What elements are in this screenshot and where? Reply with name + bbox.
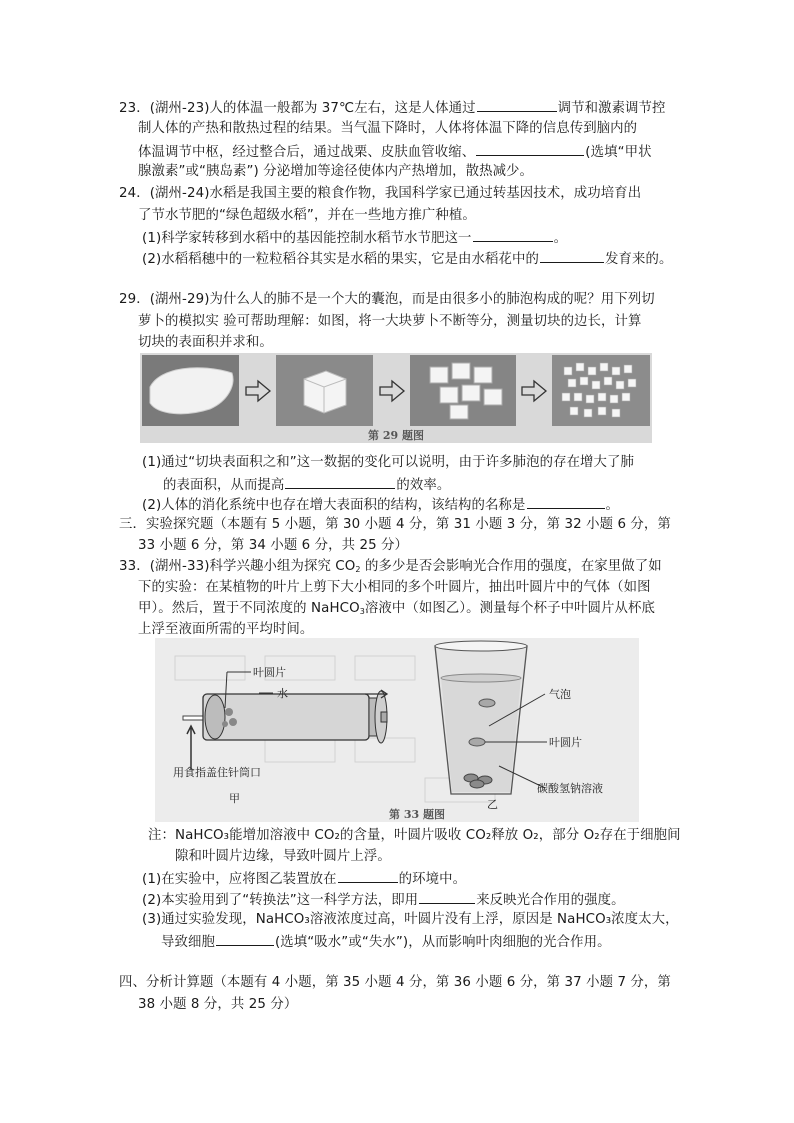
radish-cube (304, 371, 346, 413)
section-4-heading-line-2: 38 小题 8 分，共 25 分） (138, 997, 298, 1012)
q23-line-1: 23．(湖州-23)人的体温一般都为 37℃左右，这是人体通过 调节和激素调节控 (119, 97, 666, 119)
label-jia: 甲 (229, 792, 240, 805)
answer-blank[interactable] (527, 494, 605, 509)
q24-line-2: 了节水节肥的“绿色超级水稻”，并在一些地方推广种植。 (138, 208, 476, 223)
label-leaf-disc-2: 叶圆片 (549, 736, 582, 749)
q24-line-1: 24．(湖州-24)水稻是我国主要的粮食作物，我国科学家已通过转基因技术，成功培育出 (119, 186, 642, 201)
q29-sub1-line-2: 的表面积，从而提高 的效率。 (163, 474, 450, 496)
section-4-heading-line-1: 四、分析计算题（本题有 4 小题，第 35 小题 4 分，第 36 小题 6 分，第 37 小题 7 分，第 (119, 975, 671, 990)
q29-sub1-line-1: (1)通过“切块表面积之和”这一数据的变化可以说明，由于许多肺泡的存在增大了肺 (142, 455, 635, 470)
floating-leaf-disc (479, 699, 495, 707)
q33-sub2-line: (2)本实验用到了“转换法”这一科学方法，即用 来反映光合作用的强度。 (142, 889, 625, 911)
q33-line-3: 甲）。然后，置于不同浓度的 NaHCO$_3$溶液中（如图乙）。测量每个杯子中叶圆片从杯底 (138, 601, 656, 616)
q24-line-4: (2)水稻稻穗中的一粒粒稻谷其实是水稻的果实，它是由水稻花中的 发育来的。 (142, 248, 672, 270)
figure-29 (140, 353, 652, 443)
label-leaf-disc: 叶圆片 (253, 666, 286, 679)
q29-sub2-line: (2)人体的消化系统中也存在增大表面积的结构，该结构的名称是 。 (142, 494, 619, 516)
answer-blank[interactable] (476, 141, 584, 156)
figure-29-caption: 第 29 题图 (368, 429, 424, 442)
label-water: 水 (277, 687, 288, 700)
q29-line-2: 萝卜的模拟实 验可帮助理解：如图，将一大块萝卜不断等分，测量切块的边长，计算 (138, 314, 642, 329)
answer-blank[interactable] (540, 248, 604, 263)
q23-line-4: 腺激素”或“胰岛素”) 分泌增加等途径使体内产热增加，散热减少。 (138, 164, 534, 179)
section-3-heading-line-1: 三．实验探究题（本题有 5 小题，第 30 小题 4 分，第 31 小题 3 分，第 32 小题 6 分，第 (119, 517, 671, 532)
q33-line-4: 上浮至液面所需的平均时间。 (138, 622, 314, 637)
leaf-disc (225, 708, 233, 716)
answer-blank[interactable] (285, 474, 395, 489)
leaf-disc (222, 721, 228, 727)
label-bubble: 气泡 (549, 688, 571, 701)
q23-line-3: 体温调节中枢，经过整合后，通过战栗、皮肤血管收缩、 (选填“甲状 (138, 141, 652, 163)
answer-blank[interactable] (419, 889, 475, 904)
q24-line-3: (1)科学家转移到水稻中的基因能控制水稻节水节肥这一 。 (142, 227, 567, 249)
q33-sub1-line: (1)在实验中，应将图乙装置放在 的环境中。 (142, 868, 466, 890)
q33-sub3-line-2: 导致细胞 (选填“吸水”或“失水”)，从而影响叶肉细胞的光合作用。 (161, 931, 611, 953)
q33-note-line-1: 注：NaHCO₃能增加溶液中 CO₂的含量，叶圆片吸收 CO₂释放 O₂，部分 O₂存在于细胞间 (148, 828, 681, 843)
rising-leaf-disc (469, 738, 485, 746)
beaker (435, 641, 527, 794)
answer-blank[interactable] (216, 931, 274, 946)
q29-line-1: 29．(湖州-29)为什么人的肺不是一个大的囊泡，而是由很多小的肺泡构成的呢？用下列切 (119, 292, 655, 307)
answer-blank[interactable] (338, 868, 398, 883)
q33-sub3-line-1: (3)通过实验发现，NaHCO₃溶液浓度过高，叶圆片没有上浮，原因是 NaHCO₃浓度太大， (142, 912, 679, 927)
figure-33 (155, 638, 639, 822)
answer-blank[interactable] (473, 227, 553, 242)
leaf-disc (229, 718, 237, 726)
q23-line-2: 制人体的产热和散热过程的结果。当气温下降时，人体将体温下降的信息传到脑内的 (138, 121, 638, 136)
answer-blank[interactable] (477, 97, 557, 112)
q33-note-line-2: 隙和叶圆片边缘，导致叶圆片上浮。 (175, 849, 391, 864)
label-finger: 用食指盖住针筒口 (173, 766, 261, 779)
figure-33-caption: 第 33 题图 (389, 808, 445, 821)
leaf-disc (470, 780, 484, 788)
q33-line-1: 33．(湖州-33)科学兴趣小组为探究 $CO_2$ 的多少是否会影响光合作用的强度，在家里做了如 (119, 559, 662, 574)
section-3-heading-line-2: 33 小题 6 分，第 34 小题 6 分，共 25 分） (138, 538, 409, 553)
q33-line-2: 下的实验：在某植物的叶片上剪下大小相同的多个叶圆片，抽出叶圆片中的气体（如图 (138, 580, 651, 595)
label-solution: 碳酸氢钠溶液 (537, 782, 603, 795)
label-yi: 乙 (487, 798, 498, 811)
q29-line-3: 切块的表面积并求和。 (138, 335, 273, 350)
